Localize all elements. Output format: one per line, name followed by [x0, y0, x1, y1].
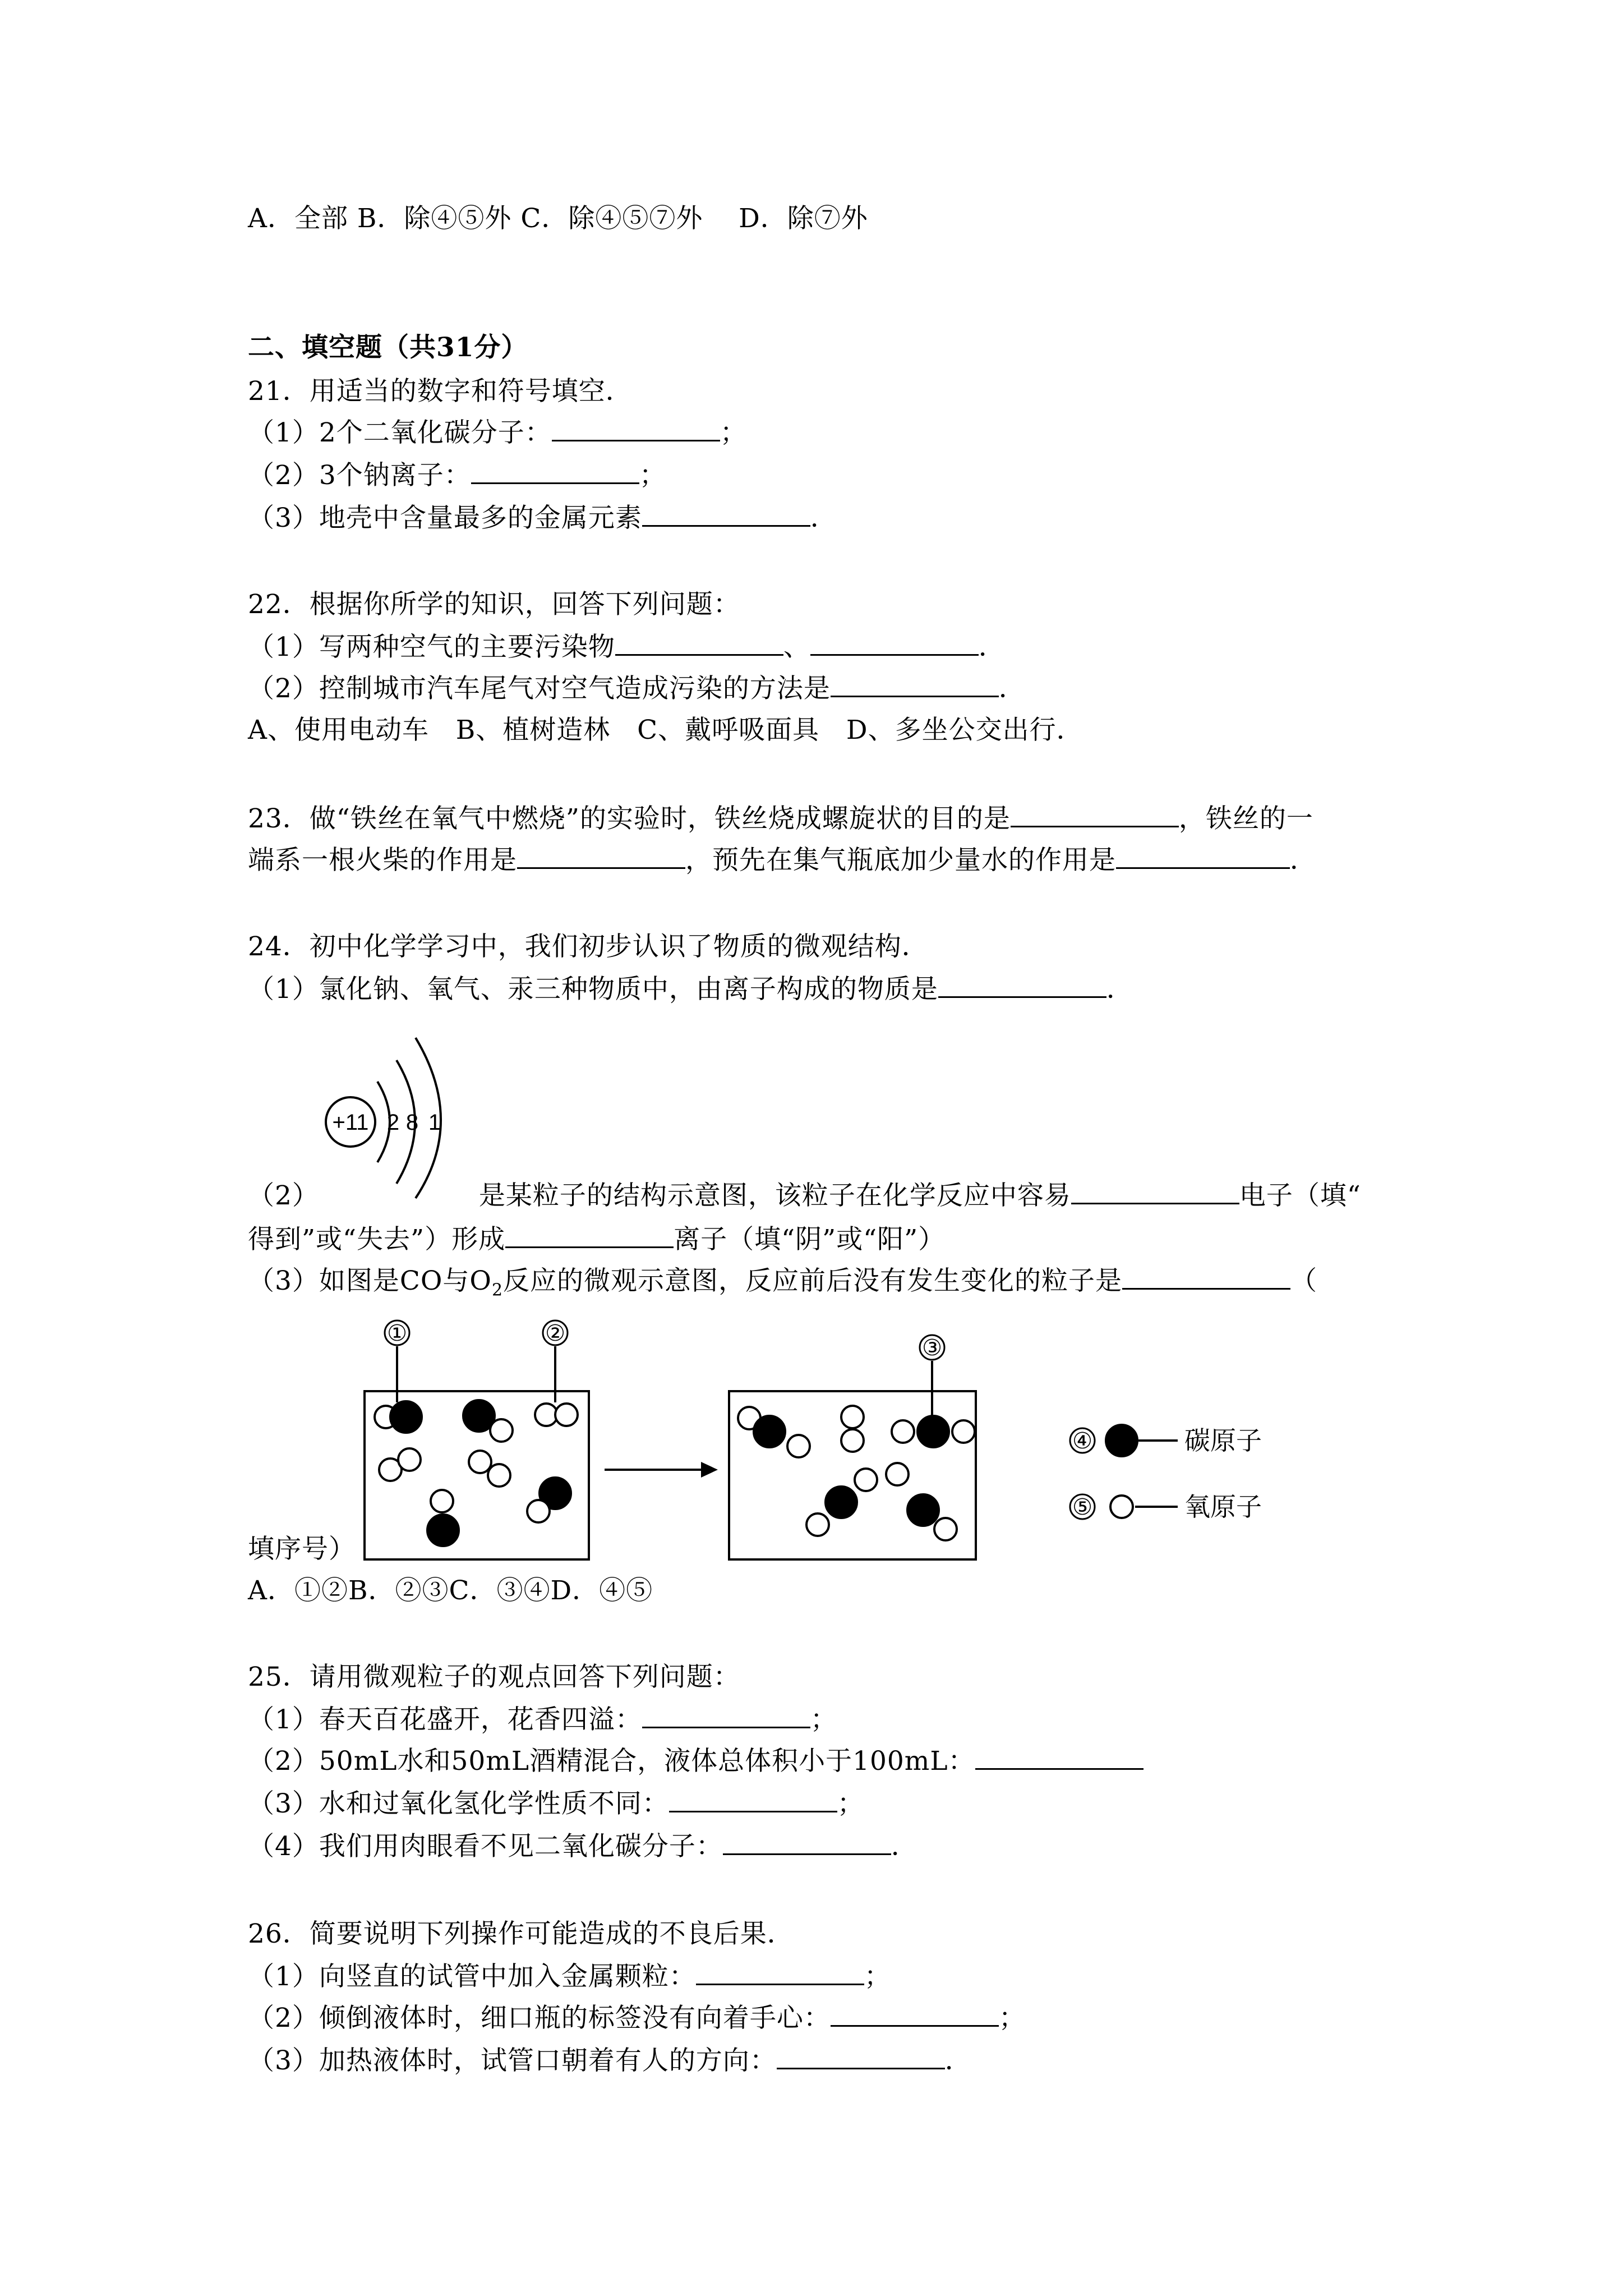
q25-part2	[248, 1745, 1144, 1778]
carbon-atom	[826, 1487, 857, 1518]
q26-part2	[248, 2001, 1026, 2035]
q21-stem: 21．用适当的数字和符号填空．	[248, 376, 633, 407]
q24-part3-text-b: 反应的微观示意图，反应前后没有发生变化的粒子是	[503, 1266, 1123, 1296]
punct: ；	[639, 460, 666, 491]
oxygen-atom	[934, 1518, 957, 1540]
oxygen-atom	[841, 1429, 864, 1452]
q25-part2-text: （2）50mL水和50mL酒精混合，液体总体积小于100mL：	[248, 1746, 975, 1777]
answer-blank[interactable]	[471, 460, 639, 484]
oxygen-atom	[886, 1463, 909, 1485]
oxygen-atom	[952, 1420, 975, 1443]
nucleus-charge: +11	[332, 1110, 369, 1135]
q22-part2-text: （2）控制城市汽车尾气对空气造成污染的方法是	[248, 673, 831, 704]
answer-blank[interactable]	[810, 632, 979, 656]
q25-part3	[248, 1787, 864, 1821]
prev-question-options: A．全部 B．除④⑤外 C．除④⑤⑦外 D．除⑦外	[248, 203, 868, 234]
punct: ；	[720, 417, 747, 448]
q25-part4-text: （4）我们用肉眼看不见二氧化碳分子：	[248, 1831, 723, 1862]
punct: ．	[998, 673, 1026, 704]
subscript: 2	[491, 1280, 504, 1300]
q24-part1-text: （1）氯化钠、氧气、汞三种物质中，由离子构成的物质是	[248, 974, 938, 1005]
punct: ；	[998, 2003, 1026, 2033]
carbon-atom	[390, 1401, 422, 1433]
answer-blank[interactable]	[938, 974, 1106, 998]
oxygen-atom	[841, 1406, 864, 1428]
answer-blank[interactable]	[831, 2003, 999, 2027]
q25-stem: 25．请用微观粒子的观点回答下列问题：	[248, 1662, 740, 1692]
q21-part1	[248, 416, 747, 450]
oxygen-atom	[490, 1419, 513, 1442]
answer-blank[interactable]	[723, 1831, 891, 1855]
answer-blank[interactable]	[615, 632, 783, 656]
oxygen-atom	[855, 1469, 877, 1491]
q24-part3-line2: 填序号）	[248, 1534, 356, 1565]
q24-part2-tail: 电子（填“	[1239, 1180, 1361, 1211]
punct: ．	[1106, 974, 1133, 1005]
q24-part3-line1	[248, 1264, 1317, 1307]
q24-part1	[248, 973, 1133, 1006]
q24-options: A．①②B．②③C．③④D．④⑤	[248, 1575, 653, 1606]
answer-blank[interactable]	[1122, 1266, 1290, 1290]
q24-part3-text-a: （3）如图是CO与O	[248, 1266, 492, 1296]
q24-part2-text-c: 离子（填“阴”或“阳”）	[674, 1224, 946, 1255]
q24-part2-label: （2）	[248, 1180, 319, 1211]
reaction-micro-diagram	[336, 1307, 1346, 1576]
punct: ；	[864, 1961, 891, 1992]
answer-blank[interactable]	[517, 845, 685, 869]
oxygen-atom	[488, 1464, 510, 1487]
q24-stem: 24．初中化学学习中，我们初步认识了物质的微观结构．	[248, 931, 929, 962]
answer-blank[interactable]	[696, 1961, 864, 1985]
punct: （	[1290, 1266, 1318, 1296]
punct: ．	[978, 632, 1006, 662]
legend-oxygen-atom	[1110, 1496, 1133, 1518]
punct: ．	[891, 1831, 918, 1862]
q21-part2	[248, 459, 666, 493]
q23-text-c: 端系一根火柴的作用是	[248, 845, 517, 876]
legend-marker-5: ⑤	[1072, 1494, 1092, 1520]
q23-text-d: ，预先在集气瓶底加少量水的作用是	[685, 845, 1116, 876]
oxygen-atom	[398, 1448, 421, 1471]
atom-structure-diagram	[311, 1015, 457, 1200]
q22-stem: 22．根据你所学的知识，回答下列问题：	[248, 589, 740, 620]
q24-part2-line2	[248, 1223, 945, 1257]
oxygen-atom	[527, 1500, 550, 1522]
q21-part3-text: （3）地壳中含量最多的金属元素	[248, 503, 642, 533]
arrow-head	[701, 1462, 718, 1478]
oxygen-atom	[469, 1451, 491, 1473]
oxygen-atom	[555, 1404, 578, 1426]
answer-blank[interactable]	[1071, 1180, 1239, 1204]
carbon-atom	[917, 1416, 949, 1447]
carbon-atom	[427, 1515, 459, 1546]
shell-electron-count: 1	[428, 1110, 441, 1135]
q25-part1	[248, 1703, 837, 1737]
q24-part2-text: 是某粒子的结构示意图，该粒子在化学反应中容易	[478, 1180, 1071, 1211]
answer-blank[interactable]	[777, 2045, 945, 2069]
punct: ；	[810, 1704, 837, 1735]
q21-part1-text: （1）2个二氧化碳分子：	[248, 417, 552, 448]
answer-blank[interactable]	[642, 1704, 810, 1728]
q26-stem: 26．简要说明下列操作可能造成的不良后果．	[248, 1918, 794, 1949]
punct: ；	[837, 1788, 864, 1819]
q26-part3-text: （3）加热液体时，试管口朝着有人的方向：	[248, 2045, 777, 2076]
q26-part1-text: （1）向竖直的试管中加入金属颗粒：	[248, 1961, 696, 1992]
answer-blank[interactable]	[642, 503, 810, 527]
answer-blank[interactable]	[975, 1746, 1144, 1770]
answer-blank[interactable]	[505, 1224, 674, 1248]
label-3: ③	[922, 1335, 942, 1361]
legend-carbon-label: 碳原子	[1184, 1425, 1262, 1456]
q23-text-b: ，铁丝的一	[1178, 803, 1313, 834]
carbon-atom	[754, 1416, 785, 1447]
q21-part2-text: （2）3个钠离子：	[248, 460, 471, 491]
answer-blank[interactable]	[831, 673, 999, 697]
q24-part2-line1	[248, 1179, 1361, 1213]
q23-text-a: 23．做“铁丝在氧气中燃烧”的实验时，铁丝烧成螺旋状的目的是	[248, 803, 1011, 834]
shell-electron-count: 2	[386, 1110, 400, 1135]
q23-line2	[248, 844, 1317, 877]
q26-part2-text: （2）倾倒液体时，细口瓶的标签没有向着手心：	[248, 2003, 831, 2033]
legend-marker-4: ④	[1072, 1428, 1092, 1454]
q23-line1	[248, 802, 1313, 836]
carbon-atom	[907, 1494, 939, 1526]
q25-part3-text: （3）水和过氧化氢化学性质不同：	[248, 1788, 669, 1819]
q22-part1-text: （1）写两种空气的主要污染物	[248, 632, 615, 662]
legend-carbon-atom	[1106, 1425, 1137, 1456]
oxygen-atom	[787, 1435, 810, 1457]
punct: 、	[783, 632, 810, 662]
oxygen-atom	[806, 1513, 829, 1536]
answer-blank[interactable]	[669, 1788, 837, 1812]
legend-oxygen-label: 氧原子	[1184, 1492, 1262, 1522]
label-2: ②	[545, 1320, 565, 1346]
answer-blank[interactable]	[1116, 845, 1290, 869]
punct: ．	[1290, 845, 1317, 876]
q22-options: A、使用电动车 B、植树造林 C、戴呼吸面具 D、多坐公交出行．	[248, 715, 1083, 746]
shell-electron-count: 8	[405, 1110, 419, 1135]
punct: ．	[944, 2045, 972, 2076]
q25-part1-text: （1）春天百花盛开，花香四溢：	[248, 1704, 642, 1735]
q22-part1	[248, 631, 1006, 664]
q22-part2	[248, 672, 1026, 706]
oxygen-atom	[892, 1420, 914, 1443]
answer-blank[interactable]	[1011, 803, 1179, 827]
oxygen-atom	[431, 1490, 453, 1512]
section-title: 二、填空题（共31分）	[248, 332, 528, 363]
q26-part3	[248, 2044, 972, 2078]
q26-part1	[248, 1960, 891, 1994]
answer-blank[interactable]	[552, 417, 720, 441]
q25-part4	[248, 1830, 918, 1864]
q24-part2-text-b: 得到”或“失去”）形成	[248, 1224, 506, 1255]
label-1: ①	[387, 1320, 407, 1346]
q21-part3	[248, 501, 837, 535]
punct: ．	[810, 503, 837, 533]
